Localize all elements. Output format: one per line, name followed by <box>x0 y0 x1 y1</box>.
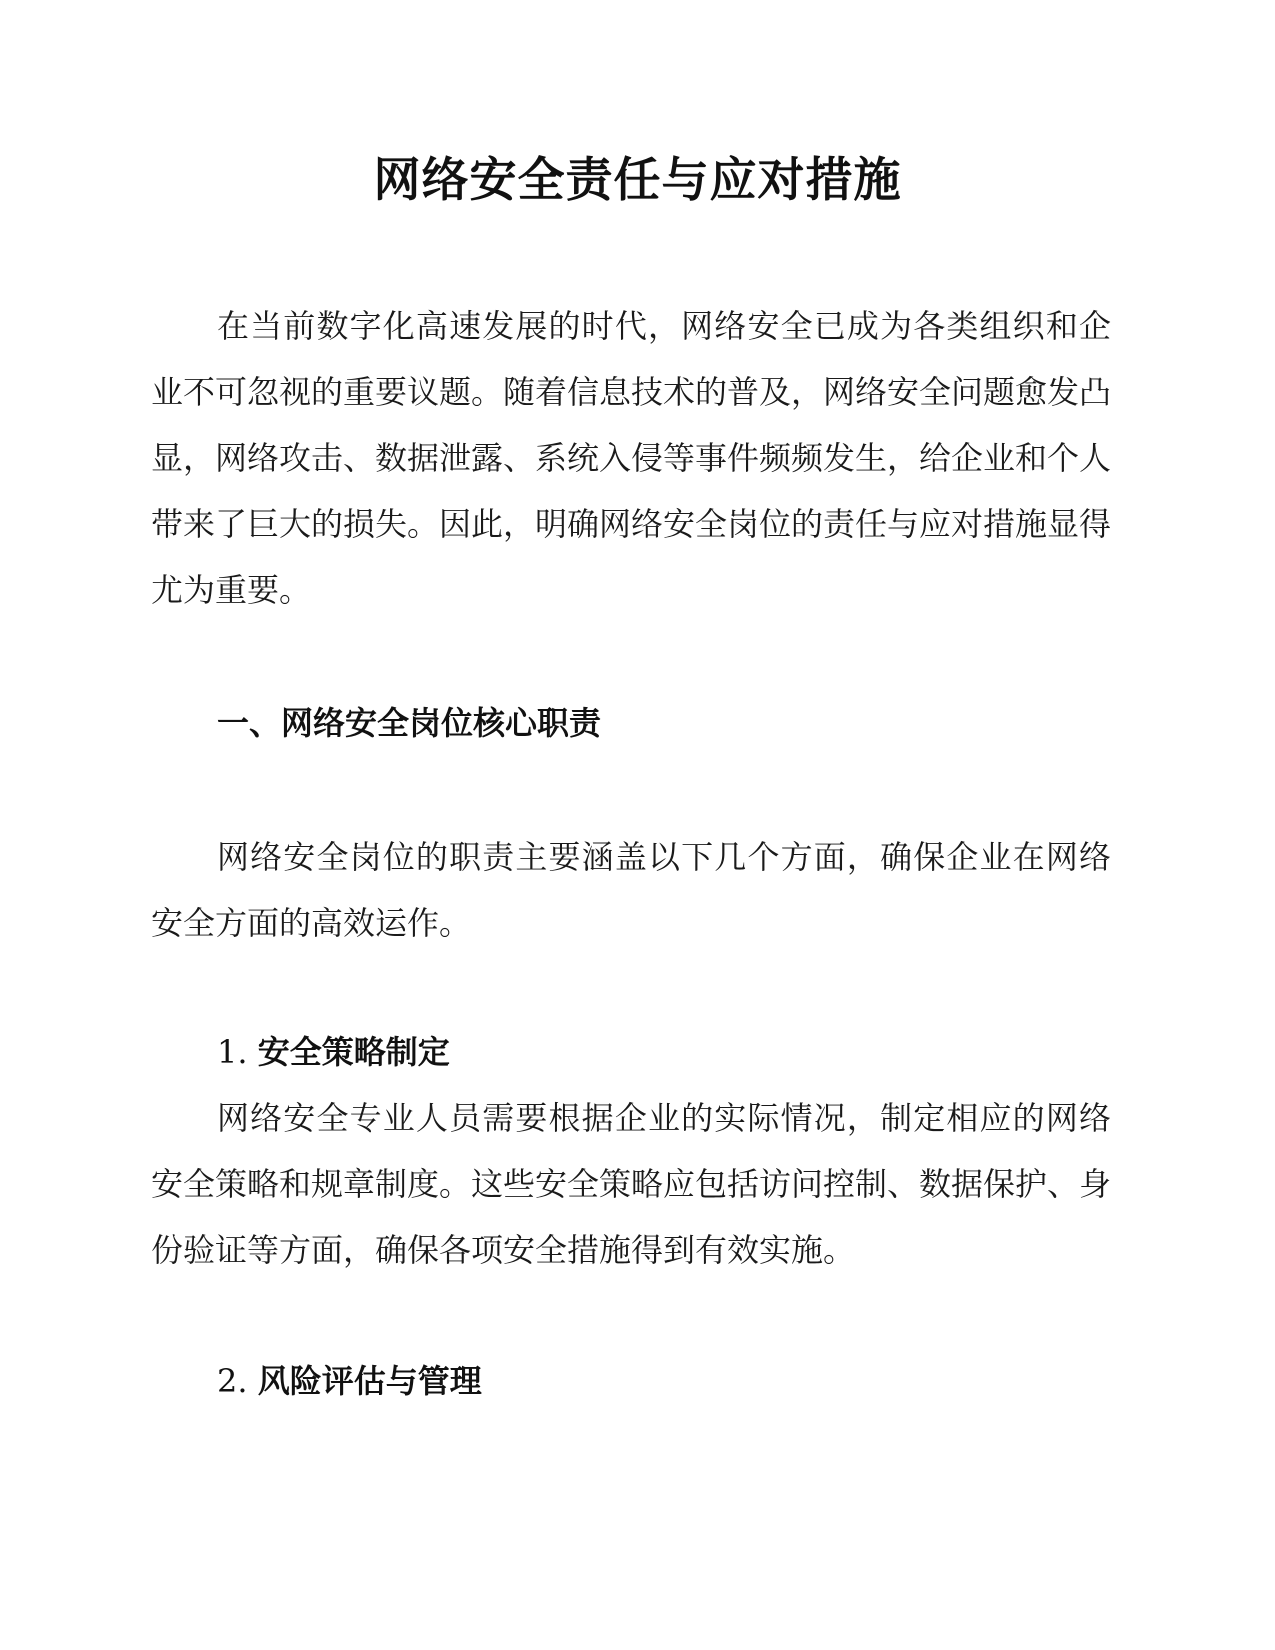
section-heading: 一、网络安全岗位核心职责 <box>217 704 602 742</box>
subsection-heading-1 <box>217 1019 450 1085</box>
section-intro-paragraph: 网络安全岗位的职责主要涵盖以下几个方面，确保企业在网络安全方面的高效运作。 <box>151 838 1111 942</box>
subsection-heading-2 <box>217 1348 482 1414</box>
subsection-number: 2. <box>217 1362 258 1400</box>
intro-paragraph: 在当前数字化高速发展的时代，网络安全已成为各类组织和企业不可忽视的重要议题。随着信息技术的普及，网络安全问题愈发凸显，网络攻击、数据泄露、系统入侵等事件频频发生，给企业和个人带来了巨大的损失。因此，明确网络安全岗位的责任与应对措施显得尤为重要。 <box>151 307 1112 609</box>
document-title: 网络安全责任与应对措施 <box>373 153 902 208</box>
subsection-number: 1. <box>217 1033 258 1071</box>
subsection-label: 安全策略制定 <box>257 1033 450 1071</box>
subsection-label: 风险评估与管理 <box>257 1362 482 1400</box>
subsection-paragraph-1: 网络安全专业人员需要根据企业的实际情况，制定相应的网络安全策略和规章制度。这些安全策略应包括访问控制、数据保护、身份验证等方面，确保各项安全措施得到有效实施。 <box>151 1099 1112 1269</box>
